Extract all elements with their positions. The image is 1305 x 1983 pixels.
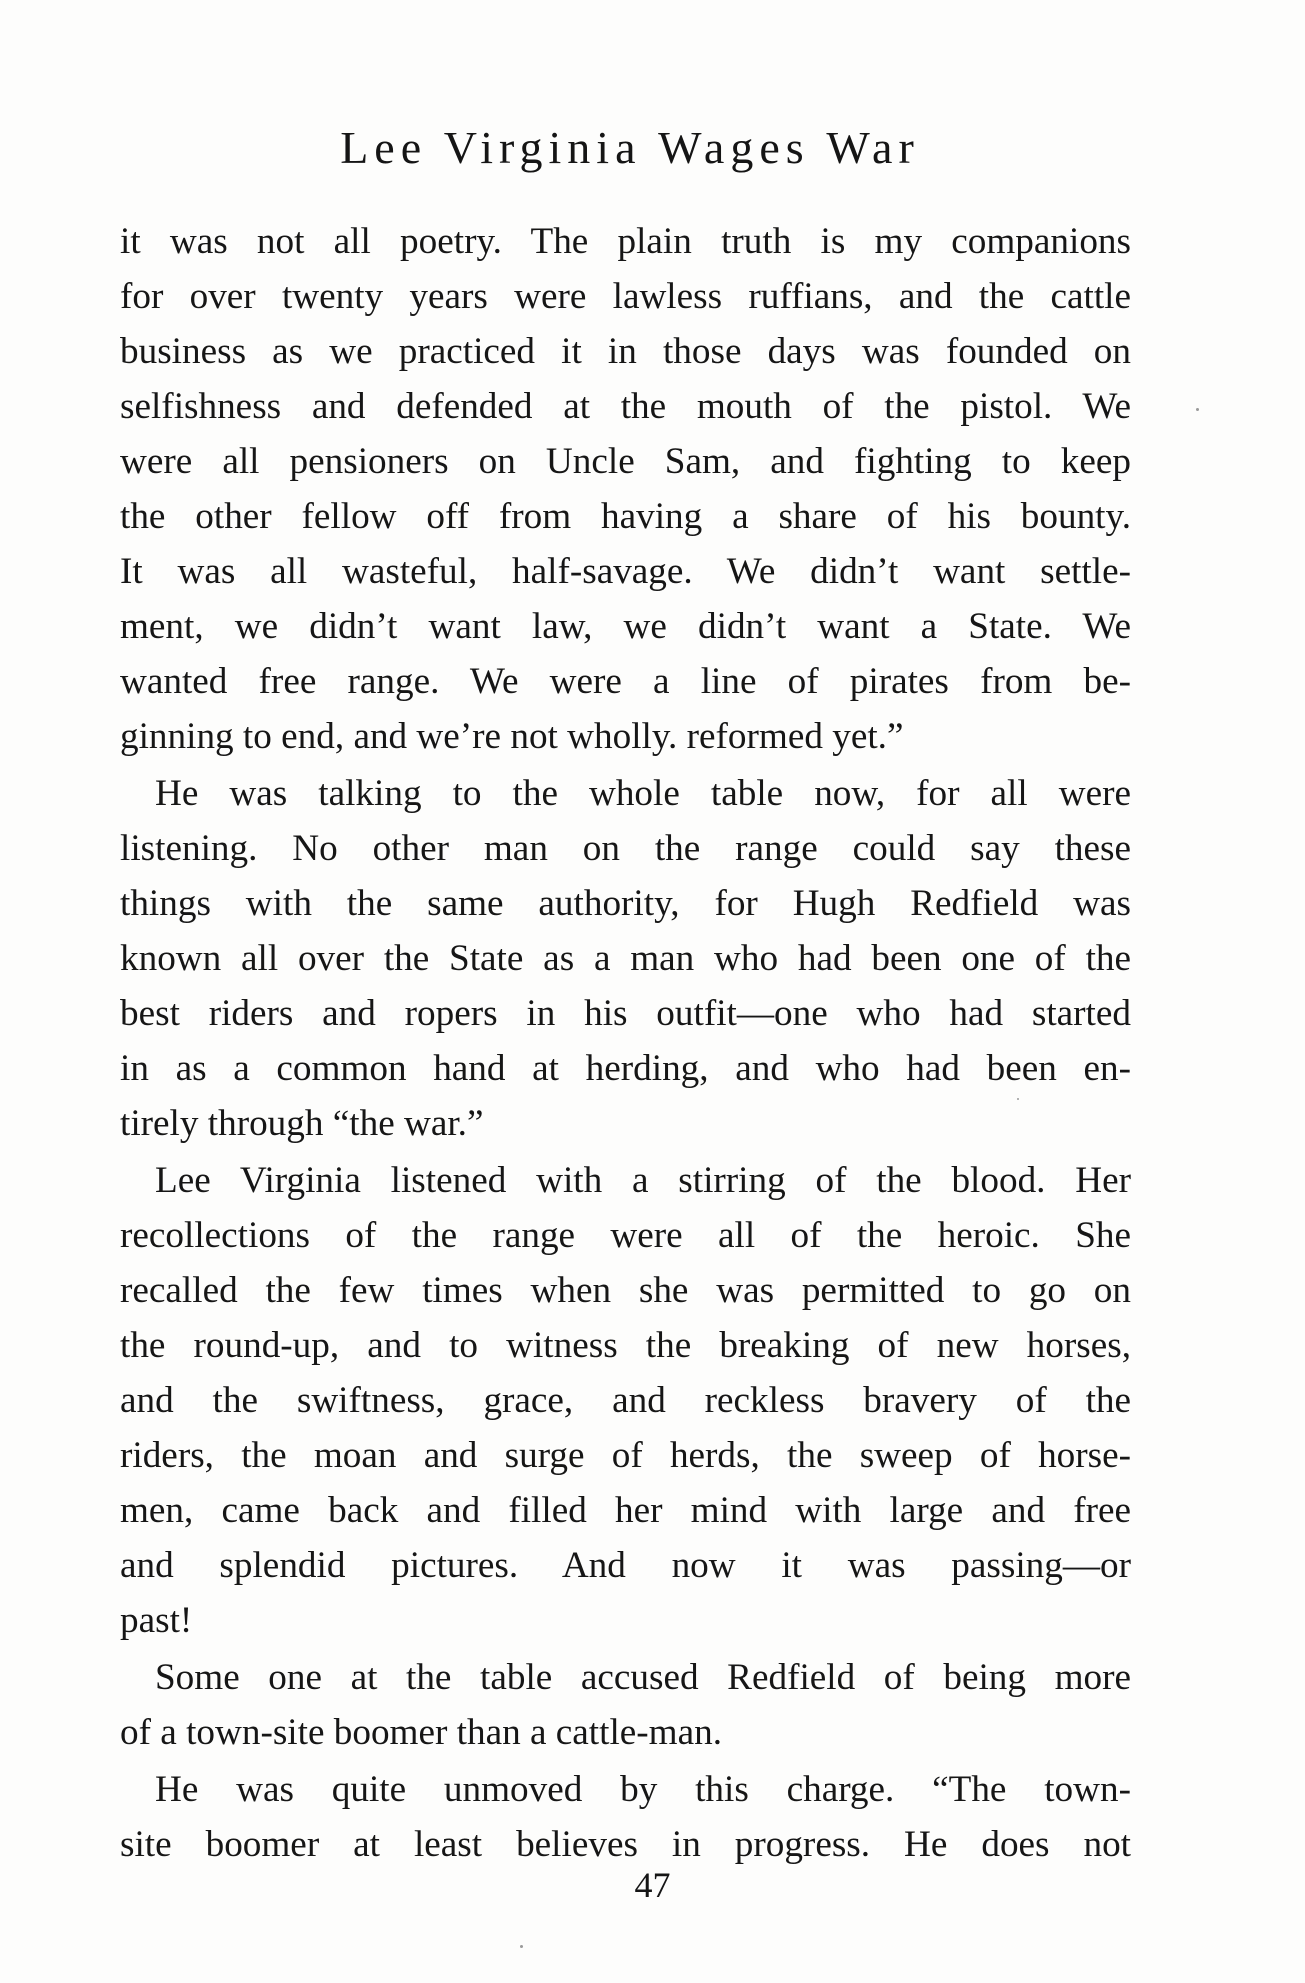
text-line: recalled the few times when she was permitted to go on: [120, 1270, 1131, 1311]
text-line: in as a common hand at herding, and who had been en-: [120, 1048, 1131, 1089]
text-line: tirely through “the war.”: [120, 1103, 484, 1144]
text-line: the round-up, and to witness the breaking of new horses,: [120, 1325, 1131, 1366]
text-line: He was quite unmoved by this charge. “The town-: [155, 1769, 1131, 1810]
text-line: riders, the moan and surge of herds, the sweep of horse-: [120, 1435, 1131, 1476]
scan-speck: [1017, 1098, 1019, 1100]
paragraph-1: [120, 214, 1131, 764]
text-line: past!: [120, 1600, 193, 1641]
text-line: of a town-site boomer than a cattle-man.: [120, 1712, 723, 1753]
text-line: and the swiftness, grace, and reckless bravery of the: [120, 1380, 1131, 1421]
running-head: Lee Virginia Wages War: [340, 122, 920, 173]
text-line: wanted free range. We were a line of pirates from be-: [120, 661, 1131, 702]
text-line: the other fellow off from having a share of his bounty.: [120, 496, 1131, 537]
text-line: site boomer at least believes in progress. He does not: [120, 1824, 1131, 1865]
paragraph-5: [120, 1762, 1131, 1872]
page-number: 47: [634, 1865, 671, 1905]
text-line: and splendid pictures. And now it was passing—or: [120, 1545, 1131, 1586]
paragraph-4: [120, 1650, 1131, 1760]
text-line: things with the same authority, for Hugh Redfield was: [120, 883, 1131, 924]
text-line: ment, we didn’t want law, we didn’t want a State. We: [120, 606, 1131, 647]
text-line: recollections of the range were all of the heroic. She: [120, 1215, 1131, 1256]
text-line: Lee Virginia listened with a stirring of the blood. Her: [155, 1160, 1131, 1201]
text-line: He was talking to the whole table now, for all were: [155, 773, 1131, 814]
text-line: were all pensioners on Uncle Sam, and fighting to keep: [120, 441, 1131, 482]
text-line: listening. No other man on the range could say these: [120, 828, 1131, 869]
scan-speck: [520, 1945, 523, 1948]
text-line: ginning to end, and we’re not wholly. reformed yet.”: [120, 716, 904, 757]
paragraph-2: [120, 766, 1131, 1151]
text-line: men, came back and filled her mind with large and free: [120, 1490, 1131, 1531]
text-line: for over twenty years were lawless ruffians, and the cattle: [120, 276, 1131, 317]
text-line: selfishness and defended at the mouth of the pistol. We: [120, 386, 1131, 427]
scan-speck: [1196, 408, 1199, 411]
text-line: best riders and ropers in his outfit—one who had started: [120, 993, 1131, 1034]
text-line: known all over the State as a man who had been one of the: [120, 938, 1131, 979]
text-line: Some one at the table accused Redfield of being more: [155, 1657, 1131, 1698]
text-line: business as we practiced it in those days was founded on: [120, 331, 1131, 372]
text-line: It was all wasteful, half-savage. We didn’t want settle-: [120, 551, 1131, 592]
text-line: it was not all poetry. The plain truth is my companions: [120, 221, 1131, 262]
paragraph-3: [120, 1153, 1131, 1648]
body-text: [120, 214, 1131, 1872]
